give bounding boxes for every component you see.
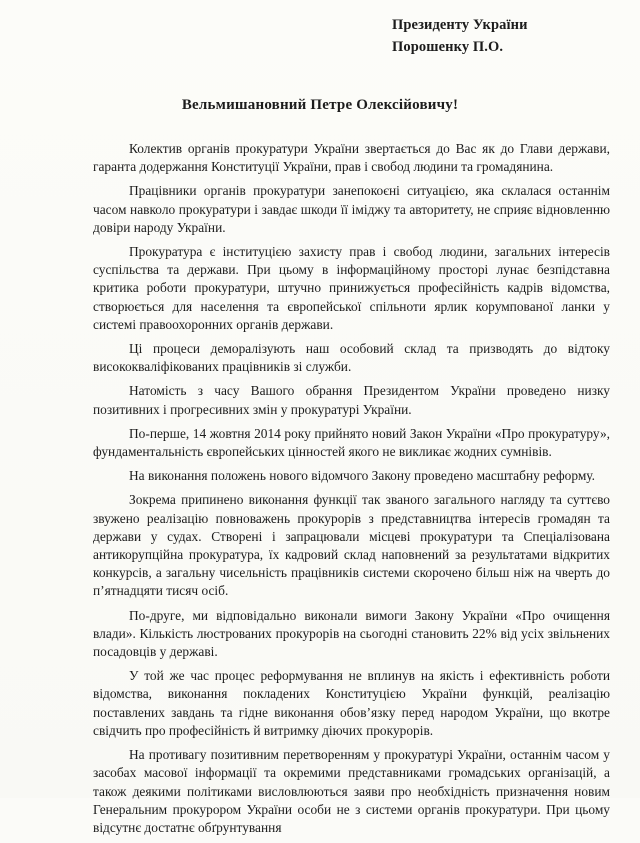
paragraph-7: На виконання положень нового відомчого Закону проведено масштабну реформу. [129,468,595,484]
letter-body [93,140,610,843]
paragraph-10: У той же час процес реформування не вплинув на якість і ефективність роботи відомства, виконання покладених Конституцією України функцій, реалізацію поставлених завдань та гідне виконання обов’язку перед народом України, що вкотре свідчить про професійність й витримку діючих прокурорів. [93,668,610,738]
addressee-title: Президенту України [392,17,528,33]
addressee-block [392,14,528,58]
salutation: Вельмишановний Петре Олексійовичу! [181,97,459,113]
paragraph-6: По-перше, 14 жовтня 2014 року прийнято новий Закон України «Про прокуратуру», фундаментальність європейських цінностей якого не викликає жодних сумнівів. [93,425,610,460]
paragraph-2: Працівники органів прокуратури занепокоєні ситуацією, яка склалася останнім часом навколо прокуратури і завдає шкоди її іміджу та авторитету, не сприяє відновленню довіри народу України. [93,183,610,235]
paragraph-1: Колектив органів прокуратури України звертається до Вас як до Глави держави, гаранта додержання Конституції України, прав і свобод людини та громадянина. [93,141,610,175]
paragraph-8: Зокрема припинено виконання функції так званого загального нагляду та суттєво звужено реалізацію повноважень прокурорів з представництва інтересів громадян та держави у судах. Створені і запрацювали місцеві прокуратури та Спеціалізована антикорупційна прокуратура, їх кадровий склад наповнений за результатами відкритих конкурсів, а загальну чисельність працівників системи скорочено більш ніж на чверть до п’ятнадцяти тисяч осіб. [93,492,610,599]
addressee-name: Порошенку П.О. [392,39,504,55]
paragraph-3: Прокуратура є інституцією захисту прав і свобод людини, загальних інтересів суспільства та держави. При цьому в інформаційному просторі лунає безпідставна критика роботи прокуратури, штучно принижується професійність кадрів відомства, створюється для населення та європейської спільноти ярлик корумпованої ланки у системі правоохоронних органів держави. [93,244,610,332]
paragraph-4: Ці процеси деморалізують наш особовий склад та призводять до відтоку висококваліфікованих працівників зі служби. [93,341,610,375]
paragraph-9: По-друге, ми відповідально виконали вимоги Закону України «Про очищення влади». Кількість люстрованих прокурорів на сьогодні становить 22% від усіх звільнених посадовців у державі. [93,607,610,660]
paragraph-5: Натомість з часу Вашого обрання Президентом України проведено низку позитивних і прогресивних змін у прокуратурі України. [93,383,610,417]
paragraph-11: На противагу позитивним перетворенням у прокуратурі України, останнім часом у засобах масової інформації та окремими представниками громадських організацій, а також деякими політиками висловлюються заяви про необхідність призначення новим Генеральним прокурором України особи не з системи органів прокуратури. При цьому відсутнє достатнє обґрунтування [93,747,610,835]
